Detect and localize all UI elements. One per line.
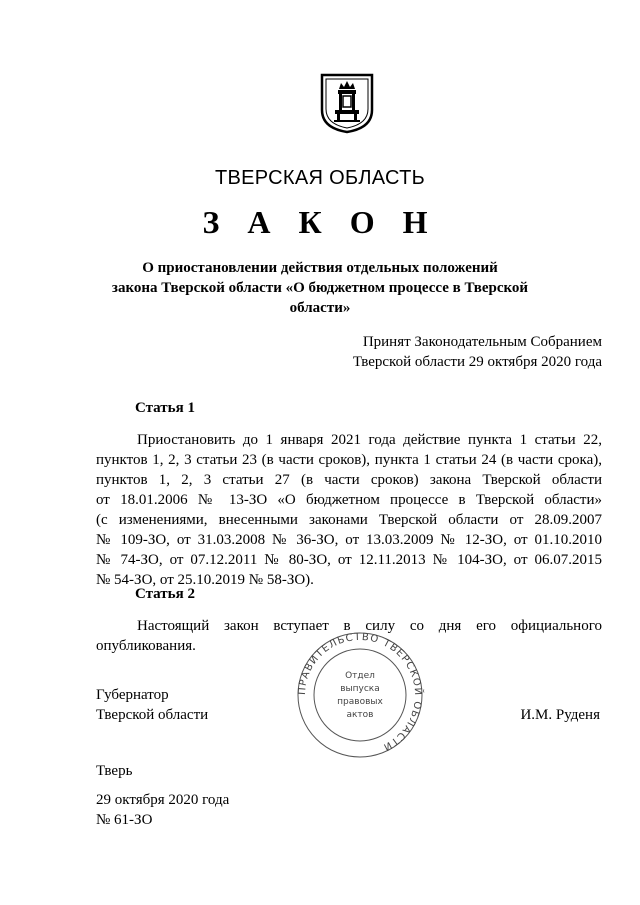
stamp-line: Отдел: [345, 671, 375, 681]
law-title-line-1: О приостановлении действия отдельных положений: [142, 260, 498, 276]
document-type-heading: З А К О Н: [202, 204, 438, 240]
official-stamp: [290, 630, 430, 760]
article-1-body: [96, 430, 602, 590]
stamp-line: правовых: [337, 697, 383, 707]
article-1-line: от 18.01.2006 № 13-ЗО «О бюджетном процессе в Тверской области»: [96, 492, 602, 508]
law-title: [80, 258, 560, 318]
article-1-line: № 54-ЗО, от 25.10.2019 № 58-ЗО).: [96, 572, 314, 588]
article-2-heading: Статья 2: [135, 586, 195, 602]
signatory-name: И.М. Руденя: [520, 707, 600, 723]
article-1-line: пунктов 1, 2, 3 статьи 23 (в части сроков), пункта 1 статьи 24 (в части срока),: [96, 452, 602, 468]
law-title-line-2: закона Тверской области «О бюджетном процессе в Тверской области»: [111, 280, 529, 316]
article-1-line: пунктов 1, 2, 3 статьи 27 (в части сроков) закона Тверской области: [96, 472, 602, 488]
signatory-position-line-1: Губернатор: [96, 687, 169, 703]
law-number: № 61-ЗО: [96, 812, 153, 828]
article-1-line: Приостановить до 1 января 2021 года действие пункта 1 статьи 22,: [137, 432, 602, 448]
coat-of-arms-emblem: [319, 72, 375, 134]
stamp-line: актов: [346, 710, 374, 720]
region-heading: ТВЕРСКАЯ ОБЛАСТЬ: [214, 167, 426, 189]
city: Тверь: [96, 763, 133, 779]
article-1-line: № 74-ЗО, от 07.12.2011 № 80-ЗО, от 12.11.2013 № 104-ЗО, от 06.07.2015: [96, 552, 602, 568]
law-date: 29 октября 2020 года: [96, 792, 230, 808]
stamp-ring-text: ПРАВИТЕЛЬСТВО ТВЕРСКОЙ ОБЛАСТИ: [296, 631, 424, 753]
adoption-note-line-2: Тверской области 29 октября 2020 года: [352, 354, 602, 370]
article-2-line: опубликования.: [96, 638, 196, 654]
signatory-position-line-2: Тверской области: [96, 707, 209, 723]
article-1-line: (с изменениями, внесенными законами Тверской области от 28.09.2007: [96, 512, 602, 528]
article-1-heading: Статья 1: [135, 400, 195, 416]
signatory-position: [96, 685, 208, 725]
adoption-note: [353, 332, 602, 372]
article-1-line: № 109-ЗО, от 31.03.2008 № 36-ЗО, от 13.03.2009 № 12-ЗО, от 01.10.2010: [96, 532, 602, 548]
stamp-line: выпуска: [340, 684, 380, 694]
article-2-line: Настоящий закон вступает в силу со дня его официального: [137, 618, 602, 634]
adoption-note-line-1: Принят Законодательным Собранием: [362, 334, 602, 350]
